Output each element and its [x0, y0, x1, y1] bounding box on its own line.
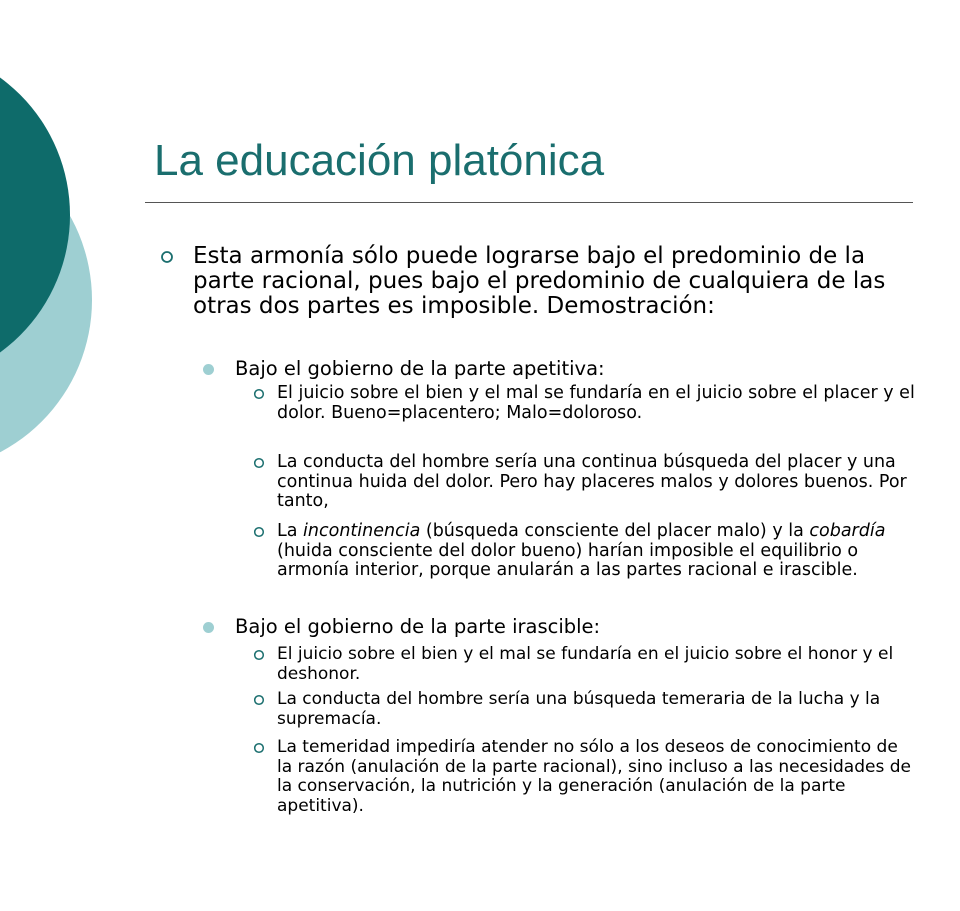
sub-point — [277, 738, 917, 816]
title-divider — [145, 202, 913, 203]
hollow-circle-bullet-icon — [253, 649, 265, 661]
section-heading-text: Bajo el gobierno de la parte apetitiva: — [235, 357, 605, 380]
main-point — [193, 244, 918, 319]
main-point-text: Esta armonía sólo puede lograrse bajo el predominio de la parte racional, pues bajo el predominio de cualquiera de las otras dos partes es imposible. Demostración: — [193, 243, 886, 319]
sub-point-text: La conducta del hombre sería una continua búsqueda del placer y una continua huida del dolor. Pero hay placeres malos y dolores buenos. Por tanto, — [277, 452, 907, 511]
text-run: (huida consciente del dolor bueno) harían imposible el equilibrio o armonía interior, porque anularán a las partes racional e irascible. — [277, 540, 859, 580]
sub-point — [277, 453, 917, 512]
emphasis-cobardia: cobardía — [809, 521, 886, 541]
sub-point — [277, 645, 917, 684]
sub-point — [277, 384, 917, 423]
sub-point-text: La conducta del hombre sería una búsqueda temeraria de la lucha y la supremacía. — [277, 689, 881, 729]
hollow-circle-bullet-icon — [160, 250, 174, 264]
section-heading-apetitiva — [235, 358, 915, 380]
hollow-circle-bullet-icon — [253, 694, 265, 706]
section-heading-text: Bajo el gobierno de la parte irascible: — [235, 615, 601, 638]
sub-point-text: El juicio sobre el bien y el mal se fundaría en el juicio sobre el placer y el dolor. Bueno=placentero; Malo=doloroso. — [277, 383, 915, 423]
filled-dot-bullet-icon — [203, 622, 214, 633]
text-run: La — [277, 521, 304, 541]
emphasis-incontinencia: incontinencia — [303, 521, 421, 541]
hollow-circle-bullet-icon — [253, 388, 265, 400]
sub-point-text: La temeridad impediría atender no sólo a los deseos de conocimiento de la razón (anulación de la parte racional), sino incluso a las necesidades de la conservación, la nutrición y la generación (anulación de la parte apetitiva). — [277, 737, 911, 816]
hollow-circle-bullet-icon — [253, 526, 265, 538]
section-heading-irascible — [235, 616, 915, 638]
text-run: (búsqueda consciente del placer malo) y la — [420, 521, 810, 541]
hollow-circle-bullet-icon — [253, 457, 265, 469]
decorative-circles — [0, 0, 110, 500]
hollow-circle-bullet-icon — [253, 742, 265, 754]
sub-point-text: El juicio sobre el bien y el mal se fundaría en el juicio sobre el honor y el deshonor. — [277, 644, 894, 684]
sub-point-text — [277, 522, 917, 581]
sub-point — [277, 690, 917, 729]
filled-dot-bullet-icon — [203, 364, 214, 375]
sub-point — [277, 522, 917, 581]
slide-title: La educación platónica — [154, 136, 605, 185]
